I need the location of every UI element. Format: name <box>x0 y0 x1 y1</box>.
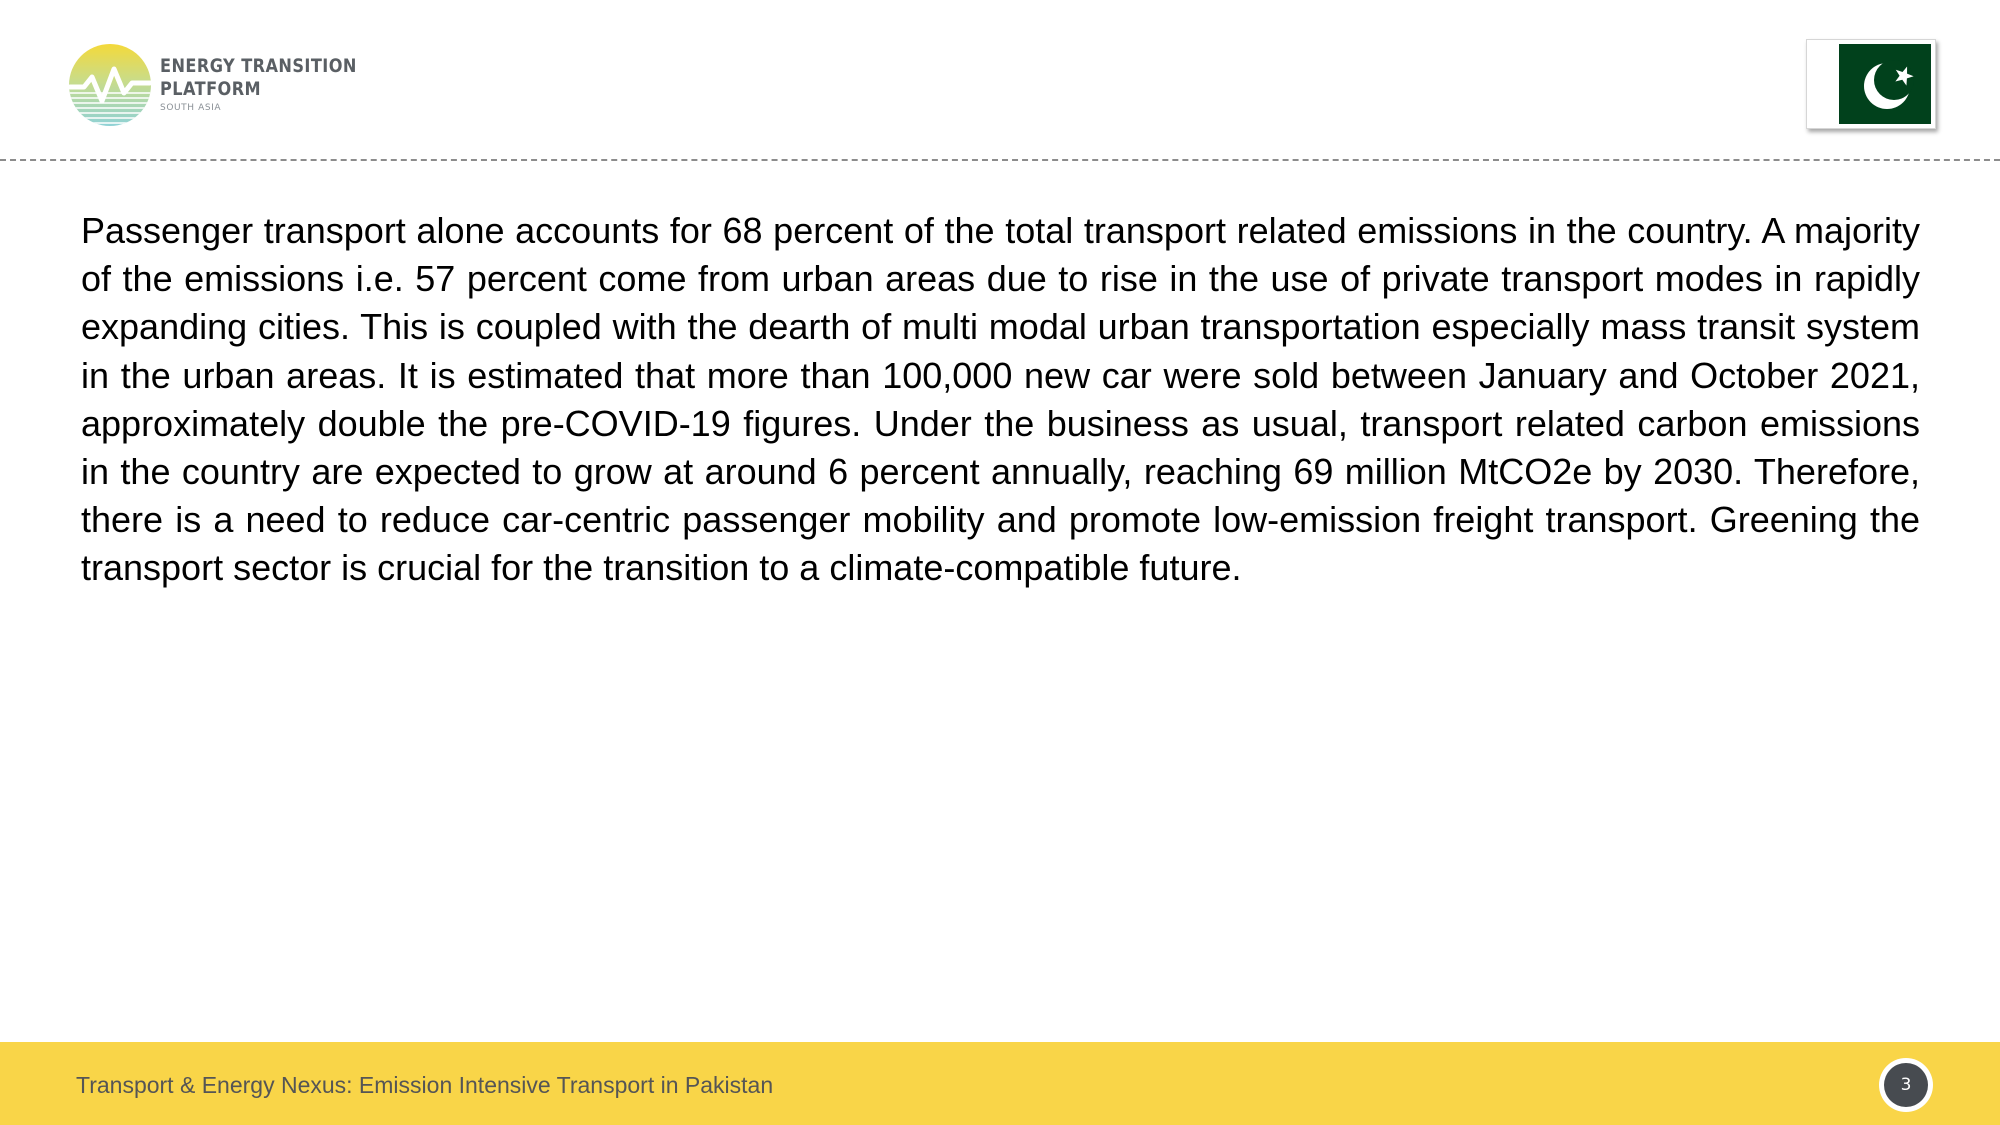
logo-title-line1: ENERGY TRANSITION <box>160 55 357 77</box>
wave-sun-logo-icon <box>68 43 152 127</box>
header-divider <box>0 159 2000 161</box>
country-flag <box>1806 39 1936 129</box>
footer-title: Transport & Energy Nexus: Emission Intensive Transport in Pakistan <box>76 1072 774 1098</box>
body-paragraph: Passenger transport alone accounts for 68 percent of the total transport related emissions in the country. A majority of the emissions i.e. 57 percent come from urban areas due to rise in the use of private transport modes in rapidly expanding cities. This is coupled with the dearth of multi modal urban transportation especially mass transit system in the urban areas. It is estimated that more than 100,000 new car were sold between January and October 2021, approximately double the pre-COVID-19 figures. Under the business as usual, transport related carbon emissions in the country are expected to grow at around 6 percent annually, reaching 69 million MtCO2e by 2030. Therefore, there is a need to reduce car-centric passenger mobility and promote low-emission freight transport. Greening the transport sector is crucial for the transition to a climate-compatible future. <box>81 210 1920 589</box>
page-number-badge <box>1879 1058 1933 1112</box>
logo-title-line2: PLATFORM <box>160 78 262 100</box>
platform-logo <box>68 40 357 130</box>
logo-subtitle: SOUTH ASIA <box>160 103 222 113</box>
page-number: 3 <box>1884 1063 1928 1107</box>
logo-wordmark <box>160 55 392 115</box>
footer-bar <box>0 1042 2000 1125</box>
pakistan-flag-icon <box>1807 40 1935 128</box>
